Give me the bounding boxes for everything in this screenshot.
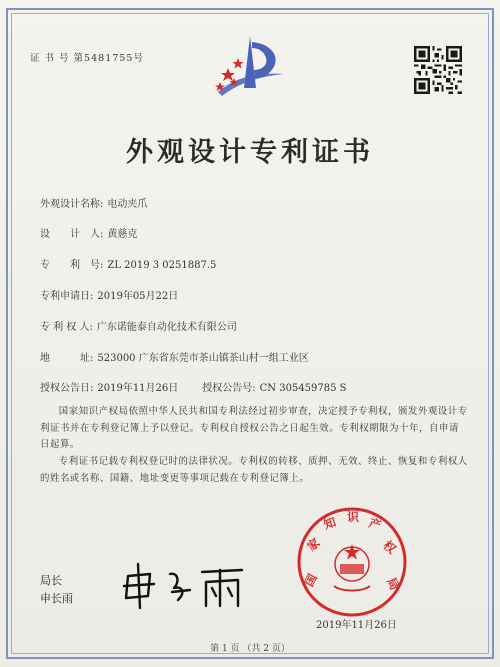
- field-label: 设 计 人:: [40, 229, 104, 240]
- field-label: 专利申请日:: [40, 291, 94, 302]
- director-title: 局长: [40, 574, 62, 587]
- field-value: ZL 2019 3 0251887.5: [107, 260, 217, 271]
- field-label: 专 利 权 人:: [40, 322, 93, 333]
- paragraph-legal-status: 专利证书记载专利权登记时的法律状况。专利权的转移、质押、无效、终止、恢复和专利权人的姓名或名称、国籍、地址变更等事项记载在专利登记簿上。: [40, 456, 468, 484]
- field-grant: [40, 379, 347, 394]
- field-label: 专 利 号:: [40, 260, 104, 271]
- seal-char: 权: [380, 538, 399, 557]
- seal-date: 2019年11月26日: [316, 620, 397, 631]
- field-label: 外观设计名称:: [40, 199, 104, 210]
- seal-char: 局: [383, 575, 402, 593]
- field-address: [40, 349, 309, 364]
- field-value: 黄慈克: [107, 229, 138, 240]
- certificate-number: 证 书 号 第5481755号: [30, 53, 144, 64]
- director-signature-icon: [120, 562, 250, 612]
- grant-publication-number: CN 305459785 S: [259, 383, 347, 394]
- field-label: 授权公告号:: [202, 383, 256, 394]
- cnipa-logo-icon: [212, 32, 288, 110]
- grant-date: 2019年11月26日: [97, 383, 179, 394]
- seal-char: 家: [304, 535, 323, 554]
- director-name: 申长雨: [40, 592, 73, 605]
- qr-code-icon: [414, 46, 462, 94]
- paragraph-grant-decision: 国家知识产权局依照中华人民共和国专利法经过初步审查，决定授予专利权，颁发外观设计专利证书并在专利登记簿上予以登记。专利权自授权公告之日起生效。专利权期限为十年，自申请日起算。: [40, 406, 468, 450]
- field-application-date: [40, 287, 178, 302]
- seal-char: 知: [322, 514, 338, 532]
- field-value: 523000 广东省东莞市茶山镇茶山村一组工业区: [97, 353, 309, 364]
- field-patentee: [40, 318, 237, 333]
- field-patent-number: [40, 256, 216, 271]
- seal-char: 识: [347, 510, 360, 524]
- seal-char: 产: [367, 515, 383, 533]
- seal-char: 国: [301, 571, 320, 589]
- field-designer: [40, 225, 137, 240]
- field-value: 电动夹爪: [107, 199, 148, 210]
- certificate-title: 外观设计专利证书: [126, 137, 374, 168]
- official-seal-icon: [296, 506, 408, 618]
- field-value: 2019年05月22日: [97, 291, 179, 302]
- field-design-name: [40, 195, 147, 210]
- field-label: 授权公告日:: [40, 383, 94, 394]
- field-label: 地 址:: [40, 353, 94, 364]
- field-value: 广东诺能泰自动化技术有限公司: [96, 322, 237, 333]
- page-footer: 第 1 页 （共 2 页）: [210, 644, 290, 654]
